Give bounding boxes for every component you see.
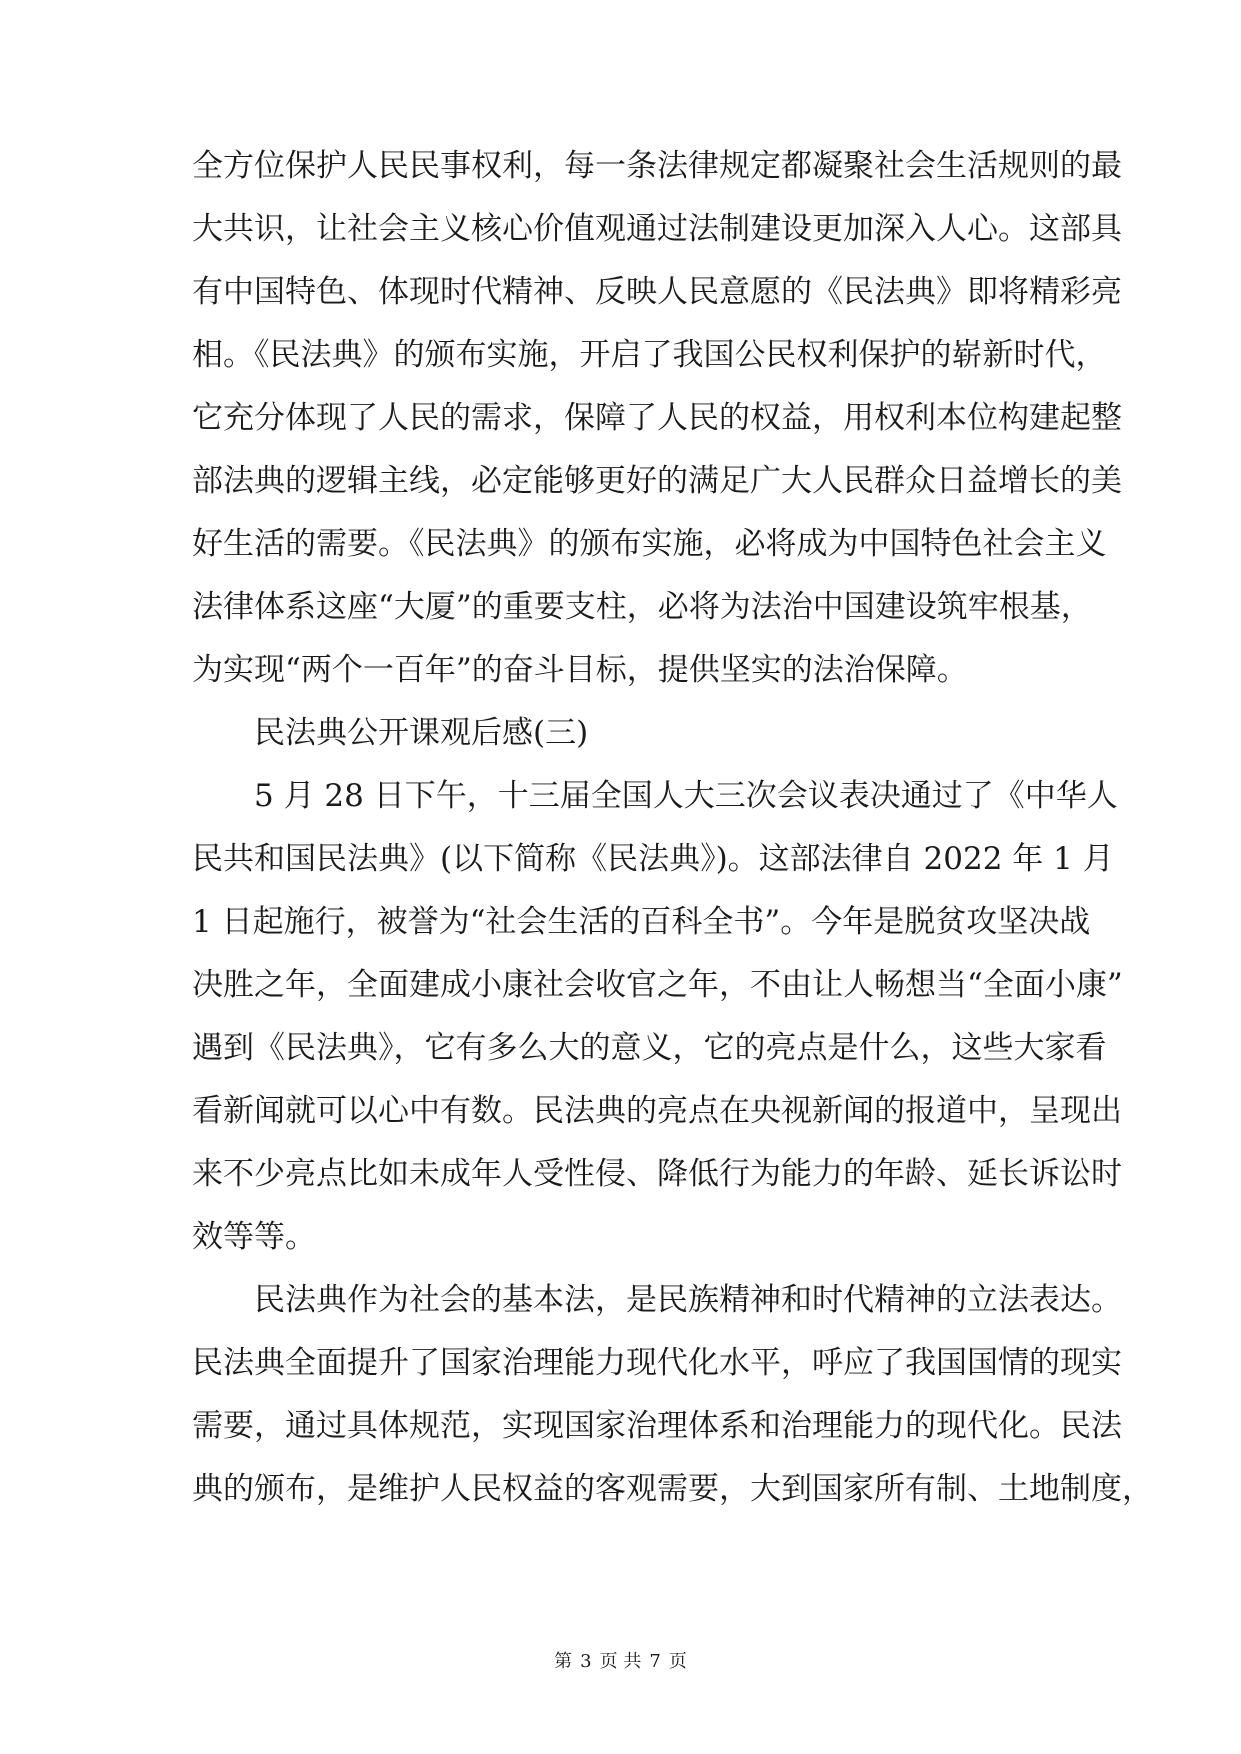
text-line: 部法典的逻辑主线，必定能够更好的满足广大人民群众日益增长的美	[192, 463, 1122, 499]
document-body	[192, 135, 1153, 1521]
text-line: 相。《民法典》的颁布实施，开启了我国公民权利保护的崭新时代，	[192, 337, 1107, 373]
text-line: 效等等。	[192, 1219, 316, 1255]
text-line: 它充分体现了人民的需求，保障了人民的权益，用权利本位构建起整	[192, 400, 1122, 436]
text-line: 全方位保护人民民事权利，每一条法律规定都凝聚社会生活规则的最	[192, 148, 1122, 184]
text-line: 法律体系这座“大厦”的重要支柱，必将为法治中国建设筑牢根基，	[192, 589, 1092, 625]
footer-middle: 页 共	[599, 1651, 642, 1672]
text-line: 决胜之年，全面建成小康社会收官之年，不由让人畅想当“全面小康”	[192, 967, 1123, 1003]
text-line: 看新闻就可以心中有数。民法典的亮点在央视新闻的报道中，呈现出	[192, 1093, 1122, 1129]
footer-suffix: 页	[668, 1651, 687, 1672]
text-line: 来不少亮点比如未成年人受性侵、降低行为能力的年龄、延长诉讼时	[192, 1156, 1122, 1192]
section-heading: 民法典公开课观后感(三)	[254, 715, 589, 751]
text-line: 有中国特色、体现时代精神、反映人民意愿的《民法典》即将精彩亮	[192, 274, 1122, 310]
text-line: 典的颁布，是维护人民权益的客观需要，大到国家所有制、土地制度，	[192, 1471, 1153, 1507]
text-line: 大共识，让社会主义核心价值观通过法制建设更加深入人心。这部具	[192, 211, 1122, 247]
footer-prefix: 第	[554, 1651, 573, 1672]
text-line: 民法典作为社会的基本法，是民族精神和时代精神的立法表达。	[254, 1282, 1122, 1318]
text-line: 遇到《民法典》，它有多么大的意义，它的亮点是什么，这些大家看	[192, 1030, 1107, 1066]
text-line: 为实现“两个一百年”的奋斗目标，提供坚实的法治保障。	[192, 652, 968, 688]
total-page-number: 7	[649, 1651, 661, 1672]
text-line: 5 月 28 日下午，十三届全国人大三次会议表决通过了《中华人	[254, 778, 1118, 814]
text-line: 好生活的需要。《民法典》的颁布实施，必将成为中国特色社会主义	[192, 526, 1107, 562]
page-footer	[0, 1650, 1241, 1674]
current-page-number: 3	[580, 1651, 592, 1672]
text-line: 1 日起施行，被誉为“社会生活的百科全书”。今年是脱贫攻坚决战	[192, 904, 1091, 940]
text-line: 民法典全面提升了国家治理能力现代化水平，呼应了我国国情的现实	[192, 1345, 1122, 1381]
text-line: 民共和国民法典》(以下简称《民法典》)。这部法律自 2022 年 1 月	[192, 841, 1114, 877]
text-line: 需要，通过具体规范，实现国家治理体系和治理能力的现代化。民法	[192, 1408, 1122, 1444]
